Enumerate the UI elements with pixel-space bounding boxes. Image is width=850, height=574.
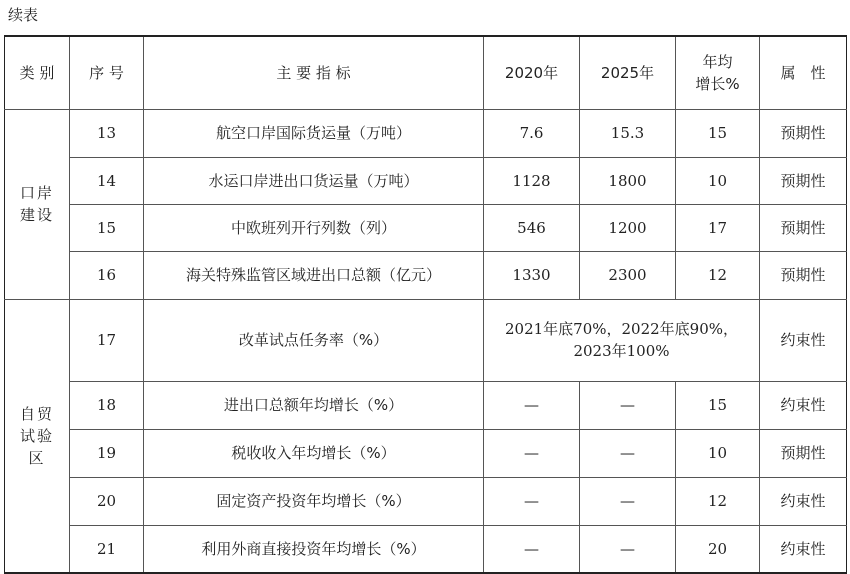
cell-indicator: 改革试点任务率（%） bbox=[144, 299, 484, 381]
header-no: 序 号 bbox=[70, 36, 144, 109]
cell-indicator: 进出口总额年均增长（%） bbox=[144, 381, 484, 429]
cell-indicator: 固定资产投资年均增长（%） bbox=[144, 477, 484, 525]
cell-attr: 约束性 bbox=[760, 381, 847, 429]
table-row bbox=[5, 477, 847, 525]
cell-growth: 15 bbox=[676, 109, 760, 157]
cell-2020: — bbox=[484, 381, 580, 429]
cell-attr: 约束性 bbox=[760, 525, 847, 573]
cell-no: 20 bbox=[70, 477, 144, 525]
cell-no: 14 bbox=[70, 157, 144, 204]
cell-attr: 约束性 bbox=[760, 477, 847, 525]
cell-indicator: 航空口岸国际货运量（万吨） bbox=[144, 109, 484, 157]
cell-growth: 20 bbox=[676, 525, 760, 573]
cell-indicator: 利用外商直接投资年均增长（%） bbox=[144, 525, 484, 573]
cell-2020: 1330 bbox=[484, 251, 580, 299]
cell-2020: — bbox=[484, 525, 580, 573]
cell-no: 19 bbox=[70, 429, 144, 477]
cell-attr: 约束性 bbox=[760, 299, 847, 381]
target-line2: 2023年100% bbox=[573, 342, 670, 360]
table-row bbox=[5, 299, 847, 381]
target-line1: 2021年底70%，2022年底90%， bbox=[504, 320, 739, 338]
cell-no: 18 bbox=[70, 381, 144, 429]
category-ftz-line2: 试验 bbox=[19, 426, 54, 445]
cell-attr: 预期性 bbox=[760, 429, 847, 477]
category-ftz-line3: 区 bbox=[28, 448, 46, 467]
header-growth-line1: 年均 bbox=[702, 52, 733, 71]
table-caption: 续表 bbox=[8, 6, 39, 24]
header-2020: 2020年 bbox=[484, 36, 580, 109]
indicator-table bbox=[4, 35, 847, 574]
cell-attr: 预期性 bbox=[760, 251, 847, 299]
cell-indicator: 中欧班列开行列数（列） bbox=[144, 204, 484, 251]
table-row bbox=[5, 251, 847, 299]
cell-attr: 预期性 bbox=[760, 157, 847, 204]
cell-growth: 12 bbox=[676, 477, 760, 525]
cell-attr: 预期性 bbox=[760, 109, 847, 157]
table-row bbox=[5, 109, 847, 157]
header-2025: 2025年 bbox=[580, 36, 676, 109]
cell-2020: 7.6 bbox=[484, 109, 580, 157]
cell-attr: 预期性 bbox=[760, 204, 847, 251]
cell-2025: — bbox=[580, 525, 676, 573]
table-row bbox=[5, 381, 847, 429]
table-row bbox=[5, 525, 847, 573]
cell-2020: — bbox=[484, 477, 580, 525]
cell-growth: 10 bbox=[676, 429, 760, 477]
cell-growth: 10 bbox=[676, 157, 760, 204]
cell-no: 21 bbox=[70, 525, 144, 573]
header-category: 类 别 bbox=[5, 36, 70, 109]
cell-indicator: 海关特殊监管区域进出口总额（亿元） bbox=[144, 251, 484, 299]
table-row bbox=[5, 157, 847, 204]
cell-no: 17 bbox=[70, 299, 144, 381]
cell-2020: 546 bbox=[484, 204, 580, 251]
header-attr: 属 性 bbox=[760, 36, 847, 109]
category-port-line2: 建设 bbox=[19, 206, 54, 224]
cell-2025: — bbox=[580, 429, 676, 477]
cell-2020: 1128 bbox=[484, 157, 580, 204]
cell-no: 16 bbox=[70, 251, 144, 299]
cell-2025: 1200 bbox=[580, 204, 676, 251]
table-row bbox=[5, 204, 847, 251]
cell-no: 15 bbox=[70, 204, 144, 251]
category-port bbox=[5, 109, 70, 299]
header-row bbox=[5, 36, 847, 109]
category-ftz bbox=[5, 299, 70, 573]
cell-indicator: 水运口岸进出口货运量（万吨） bbox=[144, 157, 484, 204]
cell-2025: — bbox=[580, 381, 676, 429]
table-row bbox=[5, 429, 847, 477]
cell-growth: 17 bbox=[676, 204, 760, 251]
category-port-line1: 口岸 bbox=[19, 184, 54, 202]
cell-2025: 1800 bbox=[580, 157, 676, 204]
cell-indicator: 税收收入年均增长（%） bbox=[144, 429, 484, 477]
cell-2025: 2300 bbox=[580, 251, 676, 299]
cell-2020: — bbox=[484, 429, 580, 477]
cell-target-span bbox=[484, 299, 760, 381]
cell-2025: 15.3 bbox=[580, 109, 676, 157]
cell-2025: — bbox=[580, 477, 676, 525]
header-growth bbox=[676, 36, 760, 109]
header-indicator: 主 要 指 标 bbox=[144, 36, 484, 109]
category-ftz-line1: 自贸 bbox=[19, 404, 54, 423]
cell-growth: 12 bbox=[676, 251, 760, 299]
cell-growth: 15 bbox=[676, 381, 760, 429]
header-growth-line2: 增长% bbox=[695, 74, 740, 93]
cell-no: 13 bbox=[70, 109, 144, 157]
